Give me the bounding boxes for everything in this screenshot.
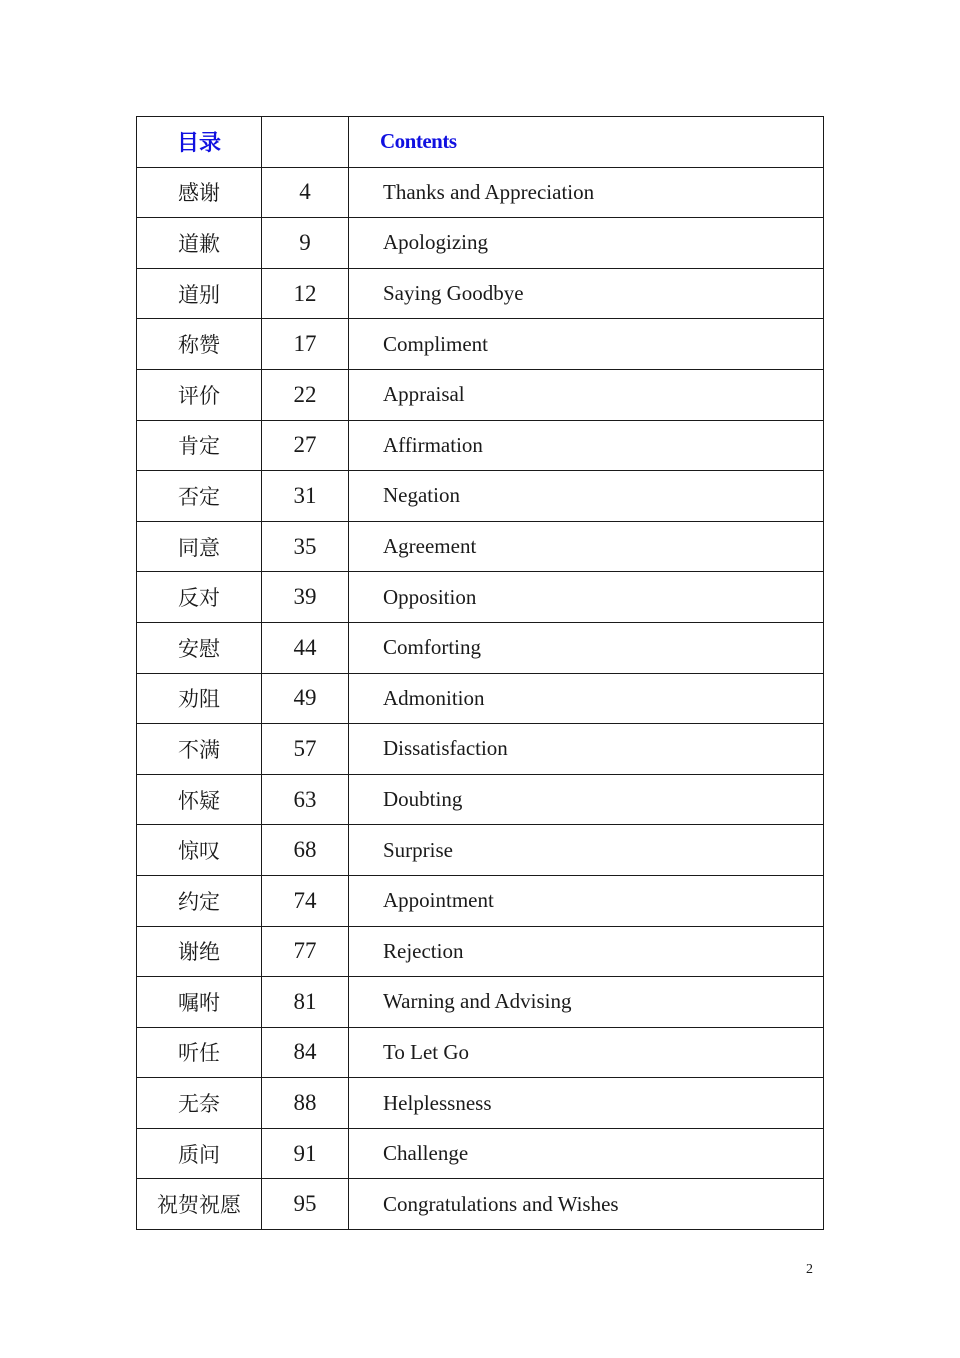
chinese-topic: 劝阻 bbox=[137, 673, 262, 724]
english-topic: Appointment bbox=[349, 875, 824, 926]
chinese-topic: 约定 bbox=[137, 875, 262, 926]
page-ref: 74 bbox=[262, 875, 349, 926]
page-ref: 4 bbox=[262, 167, 349, 218]
table-row bbox=[137, 521, 824, 572]
chinese-topic: 惊叹 bbox=[137, 825, 262, 876]
english-title: Contents bbox=[349, 117, 824, 168]
chinese-topic: 同意 bbox=[137, 521, 262, 572]
chinese-topic: 道歉 bbox=[137, 218, 262, 269]
table-row bbox=[137, 1128, 824, 1179]
table-row bbox=[137, 825, 824, 876]
table-row bbox=[137, 673, 824, 724]
page-ref: 95 bbox=[262, 1179, 349, 1230]
page-column-header bbox=[262, 117, 349, 168]
page-ref: 27 bbox=[262, 420, 349, 471]
chinese-topic: 怀疑 bbox=[137, 774, 262, 825]
page-ref: 12 bbox=[262, 268, 349, 319]
table-row bbox=[137, 977, 824, 1028]
chinese-topic: 不满 bbox=[137, 724, 262, 775]
page-ref: 39 bbox=[262, 572, 349, 623]
chinese-topic: 反对 bbox=[137, 572, 262, 623]
english-topic: Opposition bbox=[349, 572, 824, 623]
table-row bbox=[137, 1078, 824, 1129]
table-row bbox=[137, 572, 824, 623]
chinese-title: 目录 bbox=[137, 117, 262, 168]
chinese-topic: 道别 bbox=[137, 268, 262, 319]
english-topic: Admonition bbox=[349, 673, 824, 724]
table-header-row bbox=[137, 117, 824, 168]
chinese-topic: 肯定 bbox=[137, 420, 262, 471]
chinese-topic: 质问 bbox=[137, 1128, 262, 1179]
english-topic: Congratulations and Wishes bbox=[349, 1179, 824, 1230]
english-topic: Saying Goodbye bbox=[349, 268, 824, 319]
table-row bbox=[137, 319, 824, 370]
table-row bbox=[137, 875, 824, 926]
chinese-topic: 听任 bbox=[137, 1027, 262, 1078]
table-row bbox=[137, 926, 824, 977]
english-topic: Comforting bbox=[349, 622, 824, 673]
page-ref: 88 bbox=[262, 1078, 349, 1129]
english-topic: Affirmation bbox=[349, 420, 824, 471]
page-ref: 22 bbox=[262, 369, 349, 420]
page-ref: 31 bbox=[262, 471, 349, 522]
table-row bbox=[137, 1179, 824, 1230]
table-row bbox=[137, 369, 824, 420]
table-row bbox=[137, 622, 824, 673]
page-ref: 49 bbox=[262, 673, 349, 724]
english-topic: Appraisal bbox=[349, 369, 824, 420]
chinese-topic: 谢绝 bbox=[137, 926, 262, 977]
english-topic: Apologizing bbox=[349, 218, 824, 269]
page-ref: 84 bbox=[262, 1027, 349, 1078]
page-ref: 35 bbox=[262, 521, 349, 572]
page-ref: 68 bbox=[262, 825, 349, 876]
page-ref: 63 bbox=[262, 774, 349, 825]
page-ref: 81 bbox=[262, 977, 349, 1028]
chinese-topic: 否定 bbox=[137, 471, 262, 522]
page-ref: 77 bbox=[262, 926, 349, 977]
english-topic: Rejection bbox=[349, 926, 824, 977]
table-row bbox=[137, 774, 824, 825]
english-topic: Compliment bbox=[349, 319, 824, 370]
chinese-topic: 感谢 bbox=[137, 167, 262, 218]
page-ref: 91 bbox=[262, 1128, 349, 1179]
english-topic: Warning and Advising bbox=[349, 977, 824, 1028]
chinese-topic: 称赞 bbox=[137, 319, 262, 370]
page-ref: 9 bbox=[262, 218, 349, 269]
table-row bbox=[137, 420, 824, 471]
english-topic: Negation bbox=[349, 471, 824, 522]
table-row bbox=[137, 724, 824, 775]
table-row bbox=[137, 1027, 824, 1078]
page-number: 2 bbox=[806, 1262, 813, 1277]
chinese-topic: 评价 bbox=[137, 369, 262, 420]
table-of-contents bbox=[136, 116, 824, 1230]
chinese-topic: 安慰 bbox=[137, 622, 262, 673]
english-topic: Challenge bbox=[349, 1128, 824, 1179]
table-row bbox=[137, 218, 824, 269]
english-topic: Dissatisfaction bbox=[349, 724, 824, 775]
page-ref: 44 bbox=[262, 622, 349, 673]
english-topic: Helplessness bbox=[349, 1078, 824, 1129]
english-topic: To Let Go bbox=[349, 1027, 824, 1078]
chinese-topic: 嘱咐 bbox=[137, 977, 262, 1028]
english-topic: Surprise bbox=[349, 825, 824, 876]
page-ref: 57 bbox=[262, 724, 349, 775]
table-row bbox=[137, 471, 824, 522]
chinese-topic: 无奈 bbox=[137, 1078, 262, 1129]
english-topic: Thanks and Appreciation bbox=[349, 167, 824, 218]
english-topic: Agreement bbox=[349, 521, 824, 572]
chinese-topic: 祝贺祝愿 bbox=[137, 1179, 262, 1230]
table-row bbox=[137, 167, 824, 218]
english-topic: Doubting bbox=[349, 774, 824, 825]
table-row bbox=[137, 268, 824, 319]
page-ref: 17 bbox=[262, 319, 349, 370]
